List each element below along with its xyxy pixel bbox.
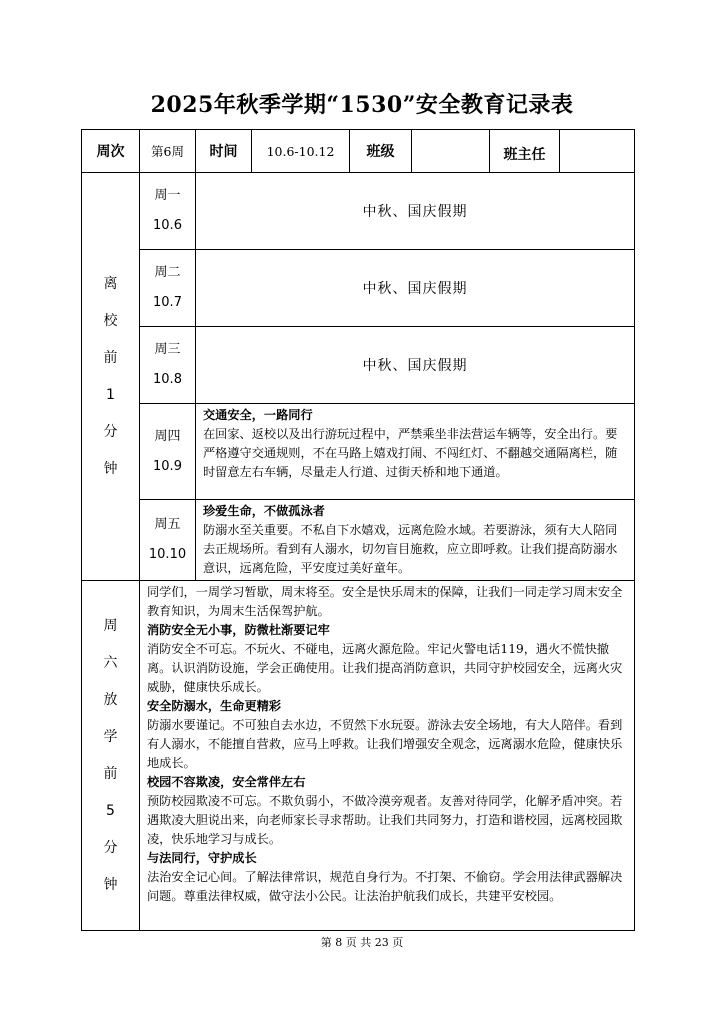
safety-content xyxy=(196,500,635,581)
content-heading: 珍爱生命，不做孤泳者 xyxy=(203,504,325,518)
topic-heading: 与法同行，守护成长 xyxy=(147,851,257,865)
page-title: 2025年秋季学期“1530”安全教育记录表 xyxy=(150,92,574,118)
day-row-thursday xyxy=(82,404,635,500)
day-name: 周四 xyxy=(154,428,181,444)
day-row-friday xyxy=(82,500,635,581)
holiday-content: 中秋、国庆假期 xyxy=(196,327,635,404)
day-date: 10.9 xyxy=(153,458,182,474)
weekend-row xyxy=(82,581,635,931)
weekend-content xyxy=(140,581,635,931)
day-name: 周一 xyxy=(154,188,181,203)
time-label: 时间 xyxy=(196,130,252,173)
topic-heading: 校园不容欺凌，安全常伴左右 xyxy=(147,775,306,789)
day-cell xyxy=(140,327,196,404)
class-label: 班级 xyxy=(350,130,412,173)
day-cell xyxy=(140,250,196,327)
topic-text: 法治安全记心间。了解法律常识，规范自身行为。不打架、不偷窃。学会用法律武器解决问题。尊重法律权威，做守法小公民。让法治护航我们成长，共建平安校园。 xyxy=(147,870,623,903)
day-date: 10.8 xyxy=(153,372,182,387)
day-cell xyxy=(140,500,196,581)
time-value: 10.6-10.12 xyxy=(252,130,350,173)
section-weekend-label: 周 六 放 学 前 5 分 钟 xyxy=(82,581,140,931)
safety-content xyxy=(196,404,635,500)
topic-heading: 安全防溺水，生命更精彩 xyxy=(147,699,282,713)
teacher-label: 班主任 xyxy=(490,130,560,173)
day-row-tuesday xyxy=(82,250,635,327)
topic-text: 防溺水要谨记。不可独自去水边，不贸然下水玩耍。游泳去安全场地，有大人陪伴。看到有人溺水，不能擅自营救，应马上呼救。让我们增强安全观念，远离溺水危险，健康快乐地成长。 xyxy=(147,718,623,770)
day-name: 周三 xyxy=(154,342,181,357)
content-heading: 交通安全，一路同行 xyxy=(203,408,313,422)
class-value xyxy=(412,130,490,173)
holiday-content: 中秋、国庆假期 xyxy=(196,250,635,327)
day-name: 周五 xyxy=(154,517,181,532)
day-row-wednesday xyxy=(82,327,635,404)
content-text: 防溺水至关重要。不私自下水嬉戏，远离危险水域。若要游泳，须有大人陪同去正规场所。看到有人溺水，切勿盲目施救，应立即呼救。让我们提高防溺水意识，远离危险，平安度过美好童年。 xyxy=(203,523,618,575)
week-value: 第6周 xyxy=(140,130,196,173)
day-cell xyxy=(140,173,196,250)
day-date: 10.7 xyxy=(153,295,182,310)
day-row-monday xyxy=(82,173,635,250)
day-date: 10.10 xyxy=(148,547,187,562)
topic-text: 消防安全不可忘。不玩火、不碰电，远离火源危险。牢记火警电话119，遇火不慌快撤离。认识消防设施，学会正确使用。让我们提高消防意识，共同守护校园安全，远离火灾威胁，健康快乐成长。 xyxy=(147,642,623,694)
topic-heading: 消防安全无小事，防微杜渐要记牢 xyxy=(147,623,330,637)
intro-text: 同学们，一周学习暂歇，周末将至。安全是快乐周末的保障，让我们一同走学习周末安全教育知识，为周末生活保驾护航。 xyxy=(147,585,623,618)
teacher-value xyxy=(560,130,635,173)
topic-text: 预防校园欺凌不可忘。不欺负弱小，不做冷漠旁观者。友善对待同学，化解矛盾冲突。若遇欺凌大胆说出来，向老师家长寻求帮助。让我们共同努力，打造和谐校园，远离校园欺凌，快乐地学习与成长。 xyxy=(147,794,623,846)
record-table xyxy=(81,129,635,931)
day-date: 10.6 xyxy=(153,218,182,233)
day-cell xyxy=(140,404,196,500)
day-name: 周二 xyxy=(154,265,181,280)
content-text: 在回家、返校以及出行游玩过程中，严禁乘坐非法营运车辆等，安全出行。要严格遵守交通规则，不在马路上嬉戏打闹、不闯红灯、不翻越交通隔离栏，随时留意左右车辆，尽量走人行道、过街天桥和地下通道。 xyxy=(203,427,618,479)
holiday-content: 中秋、国庆假期 xyxy=(196,173,635,250)
section-leave-school-label: 离 校 前 1 分 钟 xyxy=(82,173,140,581)
header-row xyxy=(82,130,635,173)
page-footer: 第 8 页 共 23 页 xyxy=(320,936,404,949)
week-label: 周次 xyxy=(82,130,140,173)
